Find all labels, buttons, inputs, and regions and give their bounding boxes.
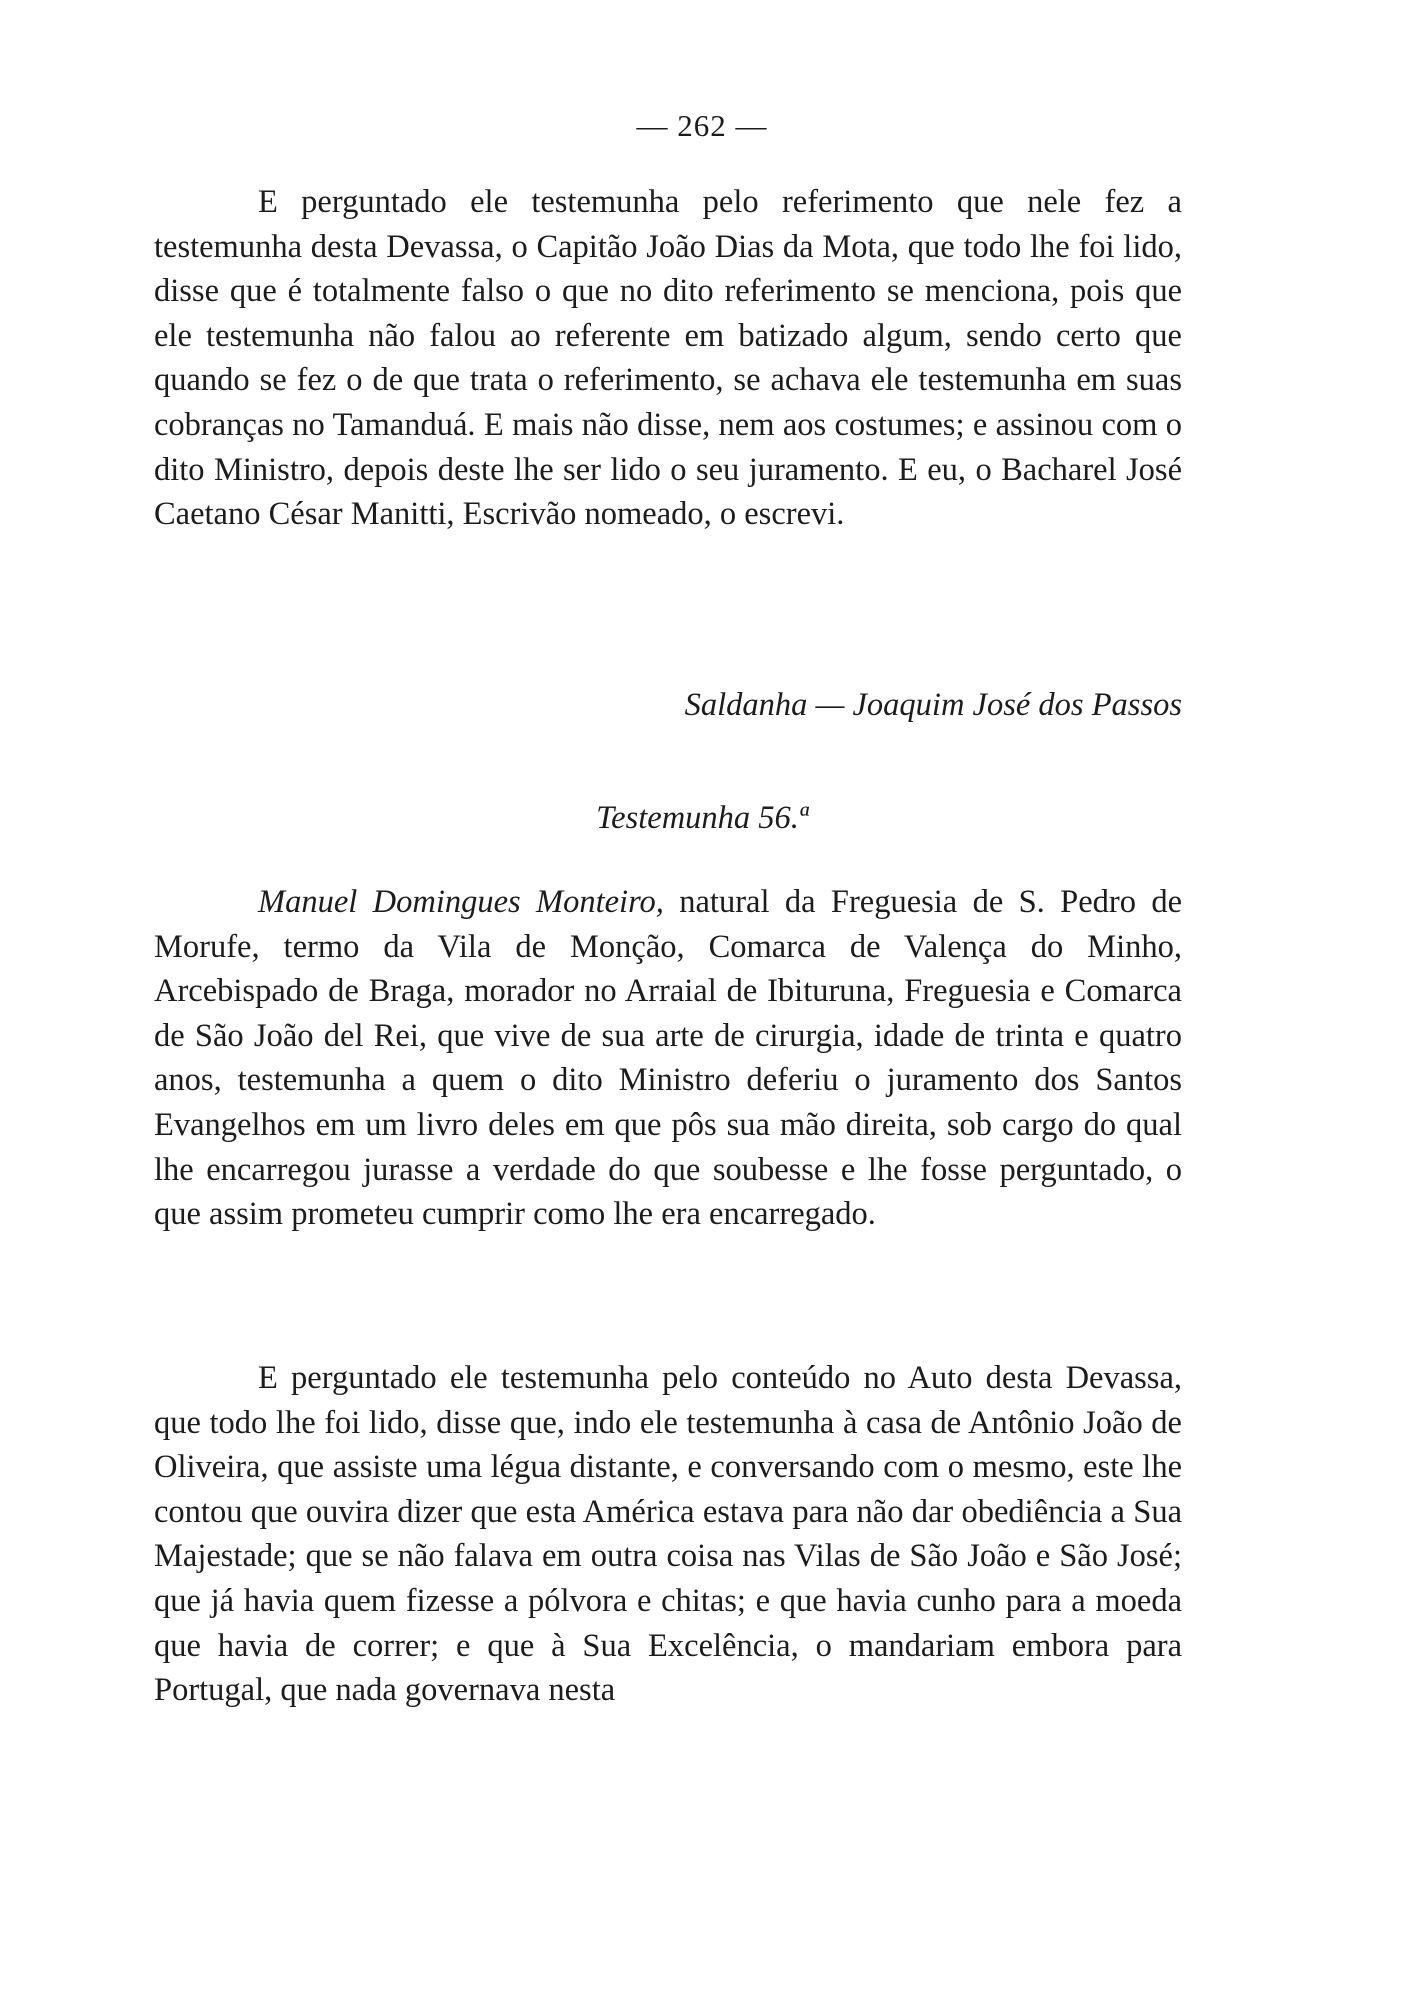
paragraph-testimony-reference: E perguntado ele testemunha pelo referimento que nele fez a testemunha desta Devassa, o Capitão João Dias da Mota, que todo lhe foi lido, disse que é totalmente falso o que no dito referimento se menciona, pois que ele testemunha não falou ao referente em batizado algum, sendo certo que quando se fez o de que trata o referimento, se achava ele testemunha em suas cobranças no Tamanduá. E mais não disse, nem aos costumes; e assinou com o dito Ministro, depois deste lhe ser lido o seu juramento. E eu, o Bacharel José Caetano César Manitti, Escrivão nomeado, o escrevi. — [154, 184, 1182, 533]
section-heading: Testemunha 56.ª — [596, 800, 808, 836]
witness-details: natural da Freguesia de S. Pedro de Morufe, termo da Vila de Monção, Comarca de Valença do Minho, Arcebispado de Braga, morador no Arraial de Ibituruna, Freguesia e Comarca de São João del Rei, que vive de sua arte de cirurgia, idade de trinta e quatro anos, testemunha a quem o dito Ministro deferiu o juramento dos Santos Evangelhos em um livro deles em que pôs sua mão direita, sob cargo do qual lhe encarregou jurasse a verdade do que soubesse e lhe fosse perguntado, o que assim prometeu cumprir como lhe era encarregado. — [154, 884, 1182, 1233]
witness-name: Manuel Domingues Monteiro, — [258, 884, 664, 920]
paragraph-witness-introduction — [154, 880, 1182, 1237]
signatures: Saldanha — Joaquim José dos Passos — [684, 687, 1182, 723]
page-number: — 262 — — [636, 108, 768, 143]
paragraph-testimony-content: E perguntado ele testemunha pelo conteúdo no Auto desta Devassa, que todo lhe foi lido, disse que, indo ele testemunha à casa de Antônio João de Oliveira, que assiste uma légua distante, e conversando com o mesmo, este lhe contou que ouvira dizer que esta América estava para não dar obediência a Sua Majestade; que se não falava em outra coisa nas Vilas de São João e São José; que já havia quem fizesse a pólvora e chitas; e que havia cunho para a moeda que havia de correr; e que à Sua Excelência, o mandariam embora para Portugal, que nada governava nesta — [154, 1360, 1182, 1709]
